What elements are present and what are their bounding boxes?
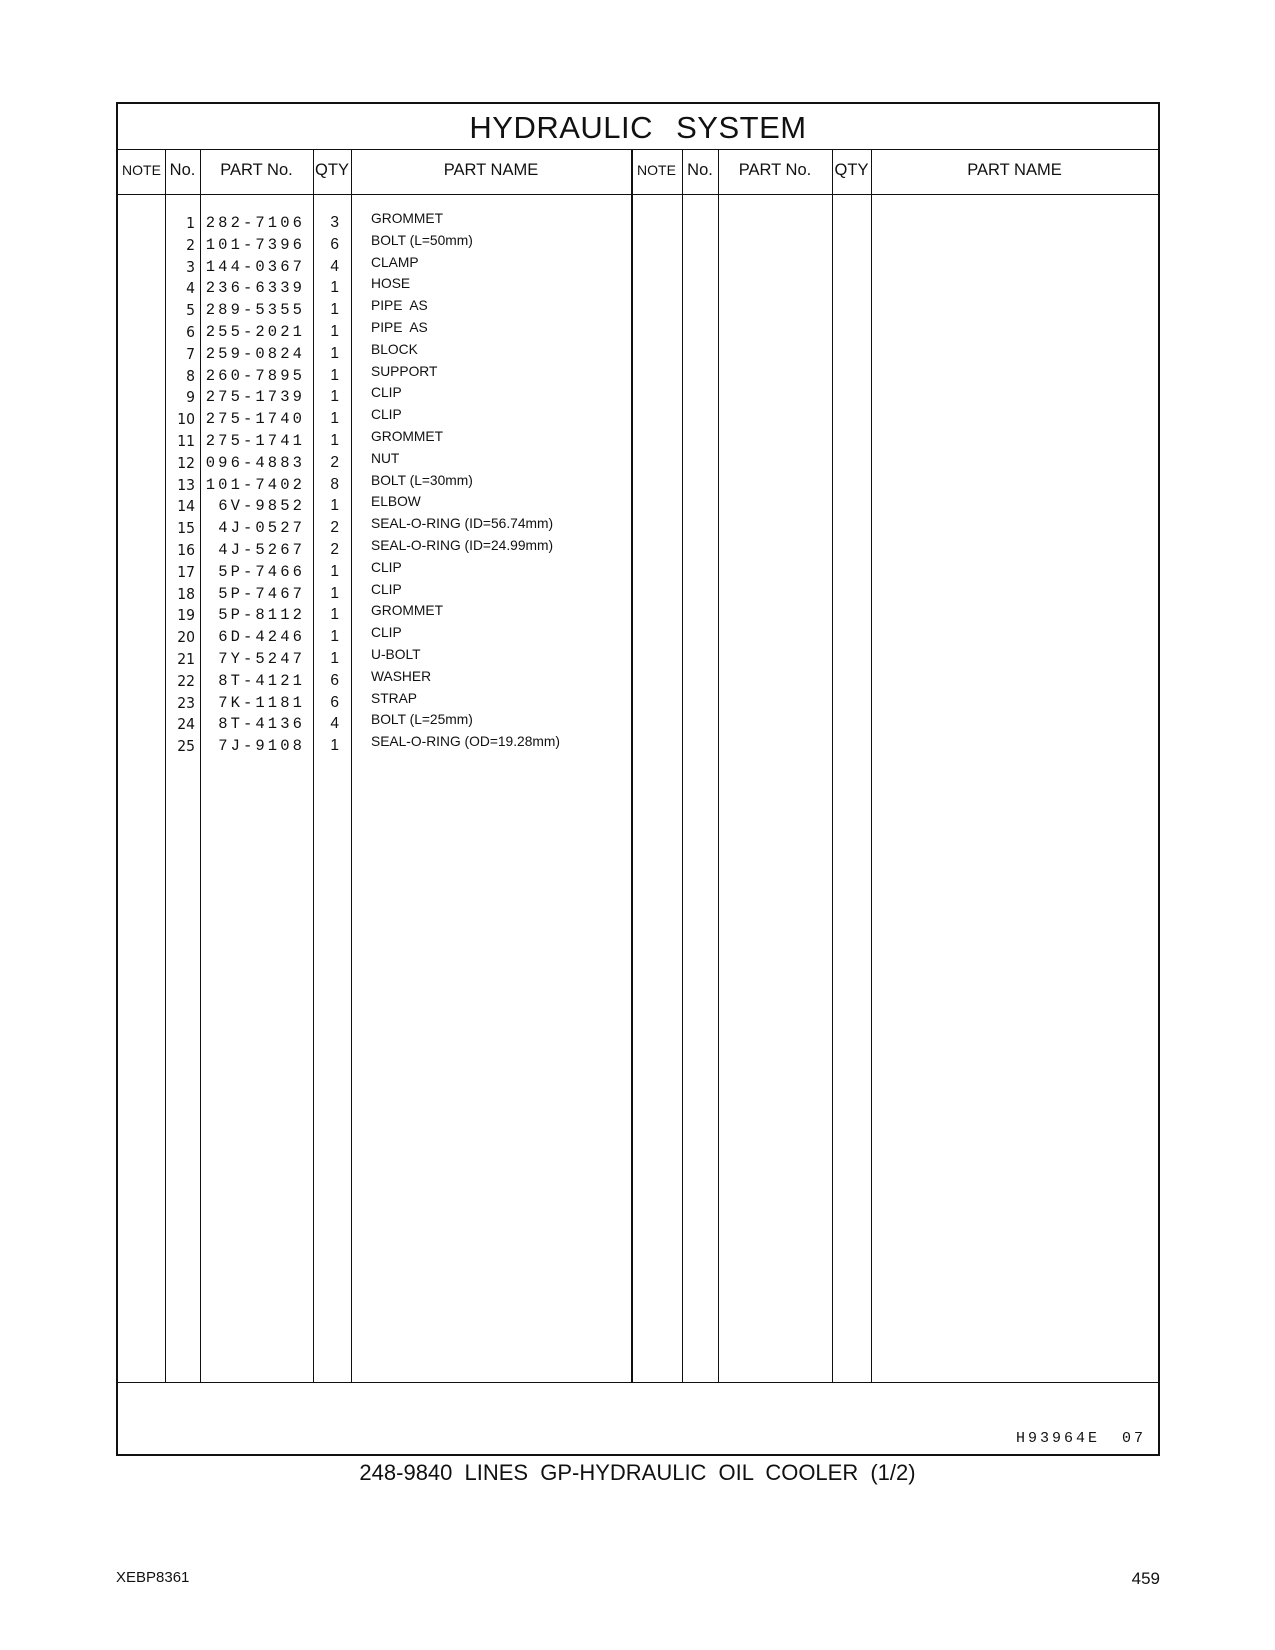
item-number: 5 [186, 301, 195, 320]
part-number: 5P-7466 [218, 562, 305, 581]
item-number: 16 [177, 541, 195, 559]
part-name: ELBOW [371, 494, 421, 510]
item-number: 6 [186, 323, 195, 341]
part-number: 7J-9108 [218, 737, 305, 756]
part-name: SEAL-O-RING (OD=19.28mm) [371, 734, 560, 750]
column-header-row [118, 149, 1158, 195]
quantity: 1 [330, 279, 339, 297]
item-number: 9 [186, 388, 195, 407]
item-number: 21 [177, 650, 195, 668]
quantity: 6 [330, 671, 339, 689]
part-number: 275-1739 [205, 388, 305, 407]
part-name: SEAL-O-RING (ID=56.74mm) [371, 516, 554, 532]
part-name: BOLT (L=30mm) [371, 472, 473, 488]
item-number: 2 [186, 235, 195, 254]
part-name: CLIP [371, 407, 402, 423]
page-number: 459 [1131, 1569, 1160, 1588]
column-divider [871, 149, 872, 1382]
item-number: 4 [186, 279, 195, 298]
header-part-name-right: PART NAME [967, 161, 1062, 179]
quantity: 1 [330, 323, 339, 340]
item-number: 22 [177, 671, 195, 690]
item-number: 25 [177, 737, 195, 756]
part-number: 275-1740 [205, 410, 305, 429]
item-number: 7 [186, 344, 195, 363]
quantity: 1 [330, 650, 339, 667]
document-code: XEBP8361 [116, 1569, 190, 1586]
part-name: BOLT (L=25mm) [371, 712, 473, 728]
quantity: 4 [330, 257, 339, 275]
part-name: CLAMP [371, 254, 419, 270]
header-part-no-right: PART No. [738, 161, 812, 179]
part-number: 6V-9852 [218, 497, 305, 516]
quantity: 6 [330, 693, 339, 711]
column-divider [682, 149, 683, 1382]
quantity: 1 [330, 388, 339, 406]
part-number: 255-2021 [205, 323, 305, 341]
quantity: 1 [330, 410, 339, 428]
part-name: STRAP [371, 690, 417, 706]
quantity: 1 [330, 628, 339, 646]
item-number: 18 [177, 584, 195, 603]
part-name: GROMMET [371, 603, 444, 619]
item-number: 24 [177, 715, 195, 734]
part-number: 101-7396 [205, 235, 305, 254]
column-divider [718, 149, 719, 1382]
quantity: 1 [330, 366, 339, 384]
quantity: 1 [330, 301, 339, 319]
part-number: 259-0824 [205, 344, 305, 363]
quantity: 1 [330, 606, 339, 624]
part-number: 260-7895 [205, 366, 305, 385]
item-number: 8 [186, 366, 195, 385]
parts-table-frame [116, 102, 1160, 1456]
part-number: 5P-8112 [218, 606, 305, 625]
illustration-reference: H93964E 07 [1015, 1430, 1146, 1447]
part-name: CLIP [371, 581, 402, 597]
quantity: 4 [330, 715, 339, 733]
part-number: 275-1741 [205, 432, 305, 450]
column-divider [832, 149, 833, 1382]
part-number: 096-4883 [205, 453, 305, 472]
part-name: GROMMET [371, 429, 444, 444]
group-caption: 248-9840 LINES GP-HYDRAULIC OIL COOLER (1/2) [359, 1460, 916, 1485]
part-number: 236-6339 [205, 279, 305, 298]
header-no-left: No. [169, 161, 196, 179]
part-name: NUT [371, 450, 400, 466]
part-name: BOLT (L=50mm) [371, 232, 473, 248]
item-number: 3 [186, 257, 195, 276]
quantity: 6 [330, 235, 339, 253]
part-name: CLIP [371, 385, 402, 401]
quantity: 1 [330, 344, 339, 362]
quantity: 2 [330, 453, 339, 471]
part-number: 101-7402 [205, 475, 305, 494]
header-no-right: No. [687, 161, 713, 179]
quantity: 1 [330, 497, 339, 515]
part-name: WASHER [371, 668, 432, 684]
item-number: 10 [177, 410, 195, 429]
part-number: 7K-1181 [218, 693, 305, 712]
item-number: 13 [177, 475, 195, 494]
table-row [118, 734, 638, 759]
quantity: 1 [330, 432, 339, 449]
header-note-right: NOTE [637, 162, 676, 178]
part-number: 8T-4121 [218, 671, 305, 690]
item-number: 14 [177, 497, 195, 516]
quantity: 1 [330, 584, 339, 602]
part-number: 289-5355 [205, 301, 305, 320]
part-name: HOSE [371, 276, 411, 292]
item-number: 17 [177, 562, 195, 581]
part-name: CLIP [371, 625, 402, 641]
part-name: SUPPORT [371, 363, 438, 379]
part-name: PIPE AS [371, 320, 428, 335]
item-number: 20 [177, 628, 195, 647]
header-part-name-left: PART NAME [443, 161, 539, 179]
item-number: 19 [177, 606, 195, 625]
quantity: 1 [330, 562, 339, 580]
part-number: 4J-0527 [218, 519, 305, 538]
part-number: 5P-7467 [218, 584, 305, 603]
part-number: 4J-5267 [218, 541, 305, 559]
part-name: CLIP [371, 559, 402, 575]
quantity: 1 [330, 737, 339, 755]
header-qty-right: QTY [834, 161, 869, 179]
quantity: 2 [330, 541, 339, 558]
item-number: 12 [177, 453, 195, 472]
item-number: 1 [186, 214, 195, 232]
header-note-left: NOTE [122, 162, 161, 178]
quantity: 2 [330, 519, 339, 537]
part-number: 7Y-5247 [218, 650, 305, 668]
part-number: 6D-4246 [218, 628, 305, 647]
item-number: 23 [177, 693, 195, 712]
item-number: 15 [177, 519, 195, 538]
part-name: SEAL-O-RING (ID=24.99mm) [371, 538, 554, 553]
header-qty-left: QTY [315, 161, 349, 179]
item-number: 11 [177, 432, 195, 450]
header-part-no-left: PART No. [220, 161, 293, 179]
section-title: HYDRAULIC SYSTEM [118, 104, 1158, 150]
table-bottom-divider [118, 1382, 1158, 1383]
part-name: PIPE AS [371, 298, 428, 314]
quantity: 3 [330, 214, 339, 231]
part-name: U-BOLT [371, 647, 421, 662]
part-number: 144-0367 [205, 257, 305, 276]
part-name: GROMMET [371, 211, 444, 226]
quantity: 8 [330, 475, 339, 493]
part-number: 282-7106 [205, 214, 305, 232]
part-name: BLOCK [371, 341, 418, 357]
part-number: 8T-4136 [218, 715, 305, 734]
